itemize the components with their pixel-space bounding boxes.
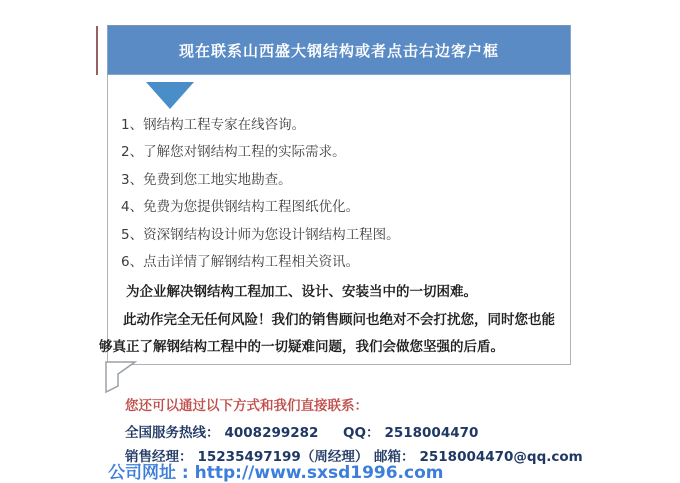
website-link[interactable]: http://www.sxsd1996.com bbox=[194, 463, 444, 483]
banner-title: 现在联系山西盛大钢结构或者点击右边客户框 bbox=[178, 41, 499, 60]
website-label: 公司网址 : bbox=[108, 463, 195, 483]
promise-line: 为企业解决钢结构工程加工、设计、安装当中的一切困难。 bbox=[126, 284, 477, 301]
corner-fold-icon bbox=[104, 359, 138, 395]
hotline-number: 4008299282 bbox=[224, 425, 319, 441]
list-item: 1、钢结构工程专家在线咨询。 bbox=[121, 117, 306, 133]
qq-number: 2518004470 bbox=[384, 425, 479, 441]
website-row bbox=[108, 458, 443, 483]
manager-phone: 15235497199（周经理） bbox=[197, 449, 369, 465]
scan-artifact-line bbox=[96, 26, 98, 75]
hotline-row bbox=[125, 421, 585, 441]
contact-intro: 您还可以通过以下方式和我们直接联系： bbox=[125, 398, 368, 414]
promo-box bbox=[99, 25, 571, 365]
list-item: 4、免费为您提供钢结构工程图纸优化。 bbox=[121, 199, 360, 216]
qq-cell bbox=[343, 421, 478, 441]
list-item: 3、免费到您工地实地勘查。 bbox=[121, 171, 292, 188]
banner bbox=[107, 25, 571, 75]
qq-label: QQ： bbox=[343, 425, 380, 441]
email-label: 邮箱： bbox=[374, 449, 415, 465]
hotline-label: 全国服务热线： bbox=[125, 425, 220, 441]
list-item: 2、了解您对钢结构工程的实际需求。 bbox=[121, 144, 346, 161]
down-arrow-icon bbox=[146, 82, 194, 109]
steps-list bbox=[118, 112, 560, 276]
manager-label: 销售经理： bbox=[125, 449, 193, 465]
risk-note-paragraph: 此动作完全无任何风险！我们的销售顾问也绝对不会打扰您，同时您也能够真正了解钢结构工程中的一切疑难问题，我们会做您坚强的后盾。 bbox=[99, 312, 555, 355]
content-box bbox=[99, 75, 571, 365]
email-value: 2518004470@qq.com bbox=[419, 449, 583, 465]
list-item: 5、资深钢结构设计师为您设计钢结构工程图。 bbox=[121, 226, 400, 243]
list-item: 6、点击详情了解钢结构工程相关资讯。 bbox=[121, 254, 360, 271]
